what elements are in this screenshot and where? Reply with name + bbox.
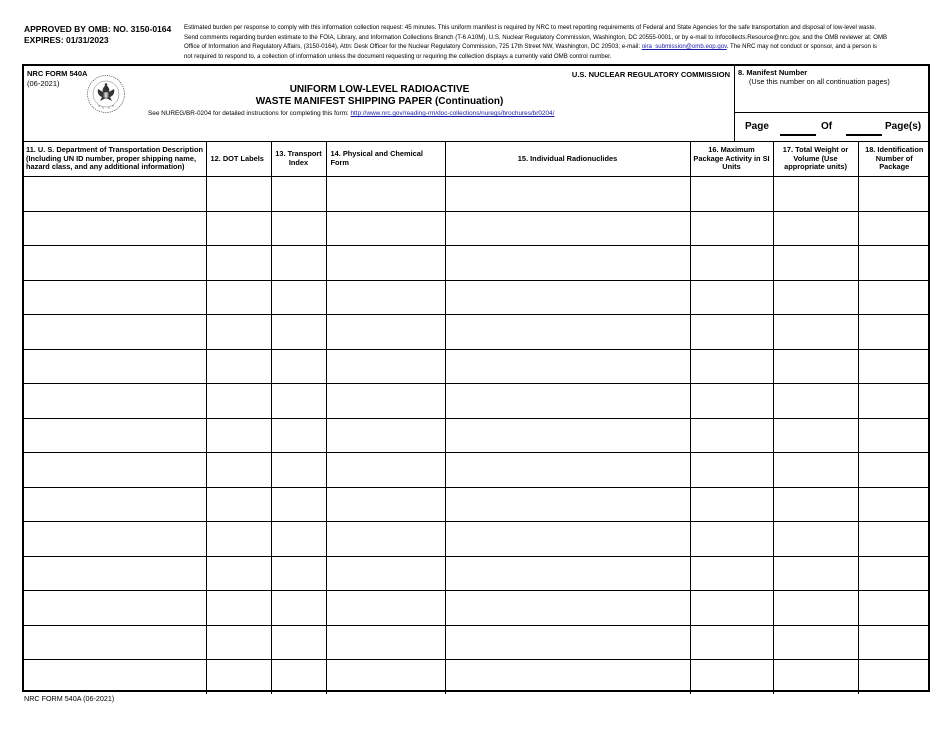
cell-transport-index[interactable] (271, 211, 326, 246)
cell-physical-chemical-form[interactable] (326, 660, 445, 695)
cell-transport-index[interactable] (271, 453, 326, 488)
expiration-date: EXPIRES: 01/31/2023 (24, 35, 109, 45)
cell-physical-chemical-form[interactable] (326, 418, 445, 453)
cell-package-id[interactable] (858, 625, 930, 660)
cell-max-package-activity[interactable] (690, 522, 773, 557)
cell-package-id[interactable] (858, 315, 930, 350)
cell-total-weight-volume[interactable] (773, 556, 858, 591)
cell-dot-description[interactable] (24, 660, 206, 695)
oira-email-link[interactable]: oira_submission@omb.eop.gov (641, 43, 727, 51)
cell-transport-index[interactable] (271, 522, 326, 557)
cell-max-package-activity[interactable] (690, 556, 773, 591)
cell-dot-description[interactable] (24, 384, 206, 419)
table-row (24, 211, 930, 246)
cell-max-package-activity[interactable] (690, 246, 773, 281)
cell-max-package-activity[interactable] (690, 177, 773, 212)
cell-dot-labels[interactable] (206, 280, 271, 315)
cell-total-weight-volume[interactable] (773, 487, 858, 522)
col-dot-labels: 12. DOT Labels (206, 142, 271, 177)
cell-total-weight-volume[interactable] (773, 660, 858, 695)
cell-package-id[interactable] (858, 487, 930, 522)
col-total-weight-volume: 17. Total Weight or Volume (Use appropriate units) (773, 142, 858, 177)
cell-individual-radionuclides[interactable] (445, 487, 690, 522)
omb-number: APPROVED BY OMB: NO. 3150-0164 (24, 24, 172, 34)
cell-dot-description[interactable] (24, 280, 206, 315)
table-row (24, 177, 930, 212)
cell-package-id[interactable] (858, 211, 930, 246)
col-individual-radionuclides: 15. Individual Radionuclides (445, 142, 690, 177)
cell-max-package-activity[interactable] (690, 660, 773, 695)
cell-dot-description[interactable] (24, 349, 206, 384)
cell-individual-radionuclides[interactable] (445, 211, 690, 246)
cell-dot-description[interactable] (24, 177, 206, 212)
cell-dot-description[interactable] (24, 315, 206, 350)
cell-physical-chemical-form[interactable] (326, 177, 445, 212)
cell-physical-chemical-form[interactable] (326, 211, 445, 246)
cell-transport-index[interactable] (271, 660, 326, 695)
col-physical-chemical-form: 14. Physical and Chemical Form (326, 142, 445, 177)
cell-package-id[interactable] (858, 349, 930, 384)
cell-dot-labels[interactable] (206, 315, 271, 350)
burden-line-4: not required to respond to, a collection of information unless the document requesting or requiring the collection displays a currently valid OMB control number. (184, 52, 612, 60)
cell-max-package-activity[interactable] (690, 487, 773, 522)
cell-max-package-activity[interactable] (690, 591, 773, 626)
cell-dot-labels[interactable] (206, 177, 271, 212)
cell-physical-chemical-form[interactable] (326, 315, 445, 350)
cell-total-weight-volume[interactable] (773, 418, 858, 453)
cell-individual-radionuclides[interactable] (445, 384, 690, 419)
cell-max-package-activity[interactable] (690, 625, 773, 660)
cell-dot-labels[interactable] (206, 522, 271, 557)
omb-approval-block (24, 24, 171, 46)
cell-package-id[interactable] (858, 556, 930, 591)
manifest-table (24, 141, 930, 694)
cell-transport-index[interactable] (271, 349, 326, 384)
cell-max-package-activity[interactable] (690, 418, 773, 453)
page-label: Page (745, 121, 769, 132)
cell-physical-chemical-form[interactable] (326, 280, 445, 315)
cell-total-weight-volume[interactable] (773, 453, 858, 488)
cell-physical-chemical-form[interactable] (326, 522, 445, 557)
cell-package-id[interactable] (858, 384, 930, 419)
cell-individual-radionuclides[interactable] (445, 280, 690, 315)
table-row (24, 384, 930, 419)
cell-dot-labels[interactable] (206, 556, 271, 591)
pages-label: Page(s) (885, 121, 922, 132)
form-date: (06-2021) (27, 79, 60, 88)
burden-line-1: Estimated burden per response to comply with this information collection request: 45 minutes. This uniform manifest is required by NRC to meet reporting requirements of Federal and State Agencies for the safe transportation and disposal of low-level waste. (184, 24, 877, 31)
cell-transport-index[interactable] (271, 487, 326, 522)
cell-dot-description[interactable] (24, 453, 206, 488)
cell-total-weight-volume[interactable] (773, 384, 858, 419)
cell-physical-chemical-form[interactable] (326, 384, 445, 419)
table-row (24, 246, 930, 281)
cell-total-weight-volume[interactable] (773, 246, 858, 281)
cell-dot-description[interactable] (24, 246, 206, 281)
burden-line-3: Office of Information and Regulatory Affairs, (3150-0164), Attn: Desk Officer for the Nuclear Regulatory Commission, 725 17th Street NW, Washington, DC 20503; e-mail: oira_submission@omb.eop.gov. The NRC may not conduct or sponsor, and a person is (184, 43, 877, 51)
cell-total-weight-volume[interactable] (773, 625, 858, 660)
table-row (24, 453, 930, 488)
cell-individual-radionuclides[interactable] (445, 453, 690, 488)
col-transport-index: 13. Transport Index (271, 142, 326, 177)
table-row (24, 556, 930, 591)
table-row (24, 625, 930, 660)
cell-transport-index[interactable] (271, 556, 326, 591)
cell-individual-radionuclides[interactable] (445, 591, 690, 626)
cell-total-weight-volume[interactable] (773, 591, 858, 626)
cell-dot-labels[interactable] (206, 246, 271, 281)
cell-individual-radionuclides[interactable] (445, 418, 690, 453)
cell-total-weight-volume[interactable] (773, 280, 858, 315)
cell-package-id[interactable] (858, 418, 930, 453)
cell-individual-radionuclides[interactable] (445, 625, 690, 660)
cell-dot-labels[interactable] (206, 211, 271, 246)
table-row (24, 487, 930, 522)
form-title: UNIFORM LOW-LEVEL RADIOACTIVE WASTE MANIFEST SHIPPING PAPER (Continuation) (255, 84, 504, 107)
manifest-number-note: (Use this number on all continuation pages) (749, 77, 890, 86)
cell-dot-labels[interactable] (206, 660, 271, 695)
cell-physical-chemical-form[interactable] (326, 246, 445, 281)
form-frame (22, 64, 930, 692)
col-package-id: 18. Identification Number of Package (858, 142, 930, 177)
cell-dot-description[interactable] (24, 211, 206, 246)
commission-name: U.S. NUCLEAR REGULATORY COMMISSION (571, 70, 730, 79)
cell-dot-labels[interactable] (206, 591, 271, 626)
cell-physical-chemical-form[interactable] (326, 453, 445, 488)
cell-transport-index[interactable] (271, 246, 326, 281)
cell-max-package-activity[interactable] (690, 280, 773, 315)
of-label: Of (821, 121, 833, 132)
cell-package-id[interactable] (858, 177, 930, 212)
col-max-package-activity: 16. Maximum Package Activity in SI Units (690, 142, 773, 177)
cell-max-package-activity[interactable] (690, 211, 773, 246)
cell-transport-index[interactable] (271, 418, 326, 453)
cell-max-package-activity[interactable] (690, 453, 773, 488)
cell-dot-labels[interactable] (206, 487, 271, 522)
table-row (24, 660, 930, 695)
form-footer: NRC FORM 540A (06-2021) (24, 694, 115, 703)
manifest-number-box (735, 66, 930, 141)
cell-transport-index[interactable] (271, 315, 326, 350)
table-row (24, 315, 930, 350)
cell-individual-radionuclides[interactable] (445, 246, 690, 281)
col-dot-description: 11. U. S. Department of Transportation Description (Including UN ID number, proper shipping name, hazard class, and any additional information) (24, 142, 206, 177)
cell-dot-labels[interactable] (206, 625, 271, 660)
cell-dot-description[interactable] (24, 556, 206, 591)
cell-max-package-activity[interactable] (690, 384, 773, 419)
cell-dot-labels[interactable] (206, 453, 271, 488)
cell-individual-radionuclides[interactable] (445, 177, 690, 212)
cell-dot-labels[interactable] (206, 418, 271, 453)
cell-transport-index[interactable] (271, 384, 326, 419)
cell-package-id[interactable] (858, 246, 930, 281)
cell-transport-index[interactable] (271, 625, 326, 660)
cell-total-weight-volume[interactable] (773, 211, 858, 246)
cell-physical-chemical-form[interactable] (326, 591, 445, 626)
cell-transport-index[interactable] (271, 280, 326, 315)
cell-transport-index[interactable] (271, 177, 326, 212)
cell-individual-radionuclides[interactable] (445, 349, 690, 384)
cell-dot-description[interactable] (24, 591, 206, 626)
cell-physical-chemical-form[interactable] (326, 487, 445, 522)
manifest-number-label: 8. Manifest Number (738, 68, 808, 77)
table-header-row (24, 142, 930, 177)
cell-max-package-activity[interactable] (690, 315, 773, 350)
cell-package-id[interactable] (858, 280, 930, 315)
form-header (24, 66, 735, 141)
cell-total-weight-volume[interactable] (773, 349, 858, 384)
page-number-field[interactable] (780, 134, 816, 136)
cell-max-package-activity[interactable] (690, 349, 773, 384)
cell-individual-radionuclides[interactable] (445, 315, 690, 350)
table-row (24, 349, 930, 384)
cell-total-weight-volume[interactable] (773, 315, 858, 350)
cell-package-id[interactable] (858, 591, 930, 626)
page-count-row (735, 112, 930, 141)
cell-individual-radionuclides[interactable] (445, 660, 690, 695)
cell-dot-labels[interactable] (206, 384, 271, 419)
form-number: NRC FORM 540A (27, 69, 88, 78)
instructions-note: See NUREG/BR-0204 for detailed instructions for completing this form: http://www.nrc.gov/reading-rm/doc-collections/nuregs/brochures/br0204/ (148, 110, 555, 117)
cell-transport-index[interactable] (271, 591, 326, 626)
cell-dot-labels[interactable] (206, 349, 271, 384)
cell-total-weight-volume[interactable] (773, 522, 858, 557)
cell-package-id[interactable] (858, 453, 930, 488)
total-pages-field[interactable] (846, 134, 882, 136)
table-row (24, 591, 930, 626)
cell-dot-description[interactable] (24, 418, 206, 453)
cell-total-weight-volume[interactable] (773, 177, 858, 212)
cell-physical-chemical-form[interactable] (326, 349, 445, 384)
cell-physical-chemical-form[interactable] (326, 556, 445, 591)
cell-package-id[interactable] (858, 660, 930, 695)
table-row (24, 418, 930, 453)
burden-line-2: Send comments regarding burden estimate to the FOIA, Library, and Information Collections Branch (T-6 A10M), U.S. Nuclear Regulatory Commission, Washington, DC 20555-0001, or by e-mail to Infocollects.Resource@nrc.gov, and the OMB reviewer at: OMB (184, 33, 888, 41)
cell-individual-radionuclides[interactable] (445, 522, 690, 557)
cell-dot-description[interactable] (24, 625, 206, 660)
cell-package-id[interactable] (858, 522, 930, 557)
cell-dot-description[interactable] (24, 487, 206, 522)
burden-statement (184, 23, 932, 61)
cell-dot-description[interactable] (24, 522, 206, 557)
cell-individual-radionuclides[interactable] (445, 556, 690, 591)
cell-physical-chemical-form[interactable] (326, 625, 445, 660)
nureg-instructions-link[interactable]: http://www.nrc.gov/reading-rm/doc-collections/nuregs/brochures/br0204/ (350, 110, 555, 117)
table-row (24, 280, 930, 315)
table-row (24, 522, 930, 557)
